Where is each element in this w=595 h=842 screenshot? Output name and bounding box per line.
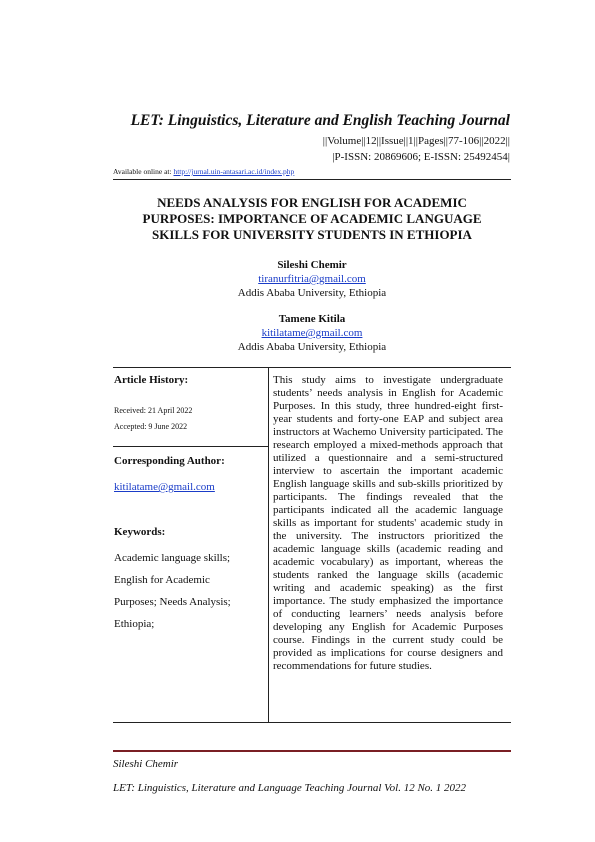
info-bottom-rule — [113, 722, 511, 723]
journal-title: LET: Linguistics, Literature and English Teaching Journal — [130, 112, 510, 129]
author-email — [113, 273, 511, 285]
title-line: NEEDS ANALYSIS FOR ENGLISH FOR ACADEMIC — [157, 195, 467, 210]
sidebar-rule — [113, 446, 268, 447]
footer-journal: LET: Linguistics, Literature and Language Teaching Journal Vol. 12 No. 1 2022 — [113, 782, 467, 794]
abstract-text: This study aims to investigate undergraduate students’ needs analysis in English for Academic Purposes. In this study, three hundred-eight first-year students and forty-one EAP and subject area instructors at Wachemo University participated. The research employed a mixed-methods approach that utilized a questionnaire and a semi-structured interview to ascertain the important academic English language skills and sub-skills prioritized by participants. The findings revealed that the participants indicated all the academic language skills as important for students' academic study in the university. The instructors prioritized the academic language skills (academic reading and academic vocabulary) as important, whereas the students ranked the language skills (academic writing and academic speaking) as the first importance. The study emphasized the importance of conducting learners’ needs analysis before developing any English for Academic Purposes course. Findings in the current study could be provided as implications for course designers and recommendations for future studies. — [273, 374, 503, 672]
author-name: Tamene Kitila — [278, 313, 346, 325]
keyword-line: Purposes; Needs Analysis; — [114, 596, 231, 608]
author-email-link[interactable]: kitilatame@gmail.com — [261, 327, 363, 339]
title-line: SKILLS FOR UNIVERSITY STUDENTS IN ETHIOPIA — [152, 227, 472, 242]
footer-author: Sileshi Chemir — [113, 758, 179, 770]
keyword-line: English for Academic — [114, 574, 210, 586]
received-date: Received: 21 April 2022 — [114, 406, 193, 415]
info-top-rule — [113, 367, 511, 368]
issue-line: ||Volume||12||Issue||1||Pages||77-106||2022|| — [322, 135, 510, 147]
header-rule — [113, 179, 511, 180]
keywords-heading: Keywords: — [114, 526, 166, 538]
author-email — [113, 327, 511, 339]
journal-url-link[interactable]: http://jurnal.uin-antasari.ac.id/index.php — [173, 167, 295, 176]
footer-rule — [113, 750, 511, 752]
author-name: Sileshi Chemir — [277, 259, 347, 271]
author-affiliation: Addis Ababa University, Ethiopia — [237, 287, 387, 299]
column-divider — [268, 368, 269, 722]
keyword-line: Academic language skills; — [114, 552, 231, 564]
corresponding-email — [114, 476, 264, 498]
title-line: PURPOSES: IMPORTANCE OF ACADEMIC LANGUAGE — [142, 211, 482, 226]
article-history-heading: Article History: — [114, 374, 189, 386]
accepted-date: Accepted: 9 June 2022 — [114, 422, 188, 431]
author-email-link[interactable]: tiranurfitria@gmail.com — [258, 273, 366, 285]
available-label: Available online at: — [113, 167, 172, 176]
keywords-list — [114, 547, 264, 635]
corresponding-author-heading: Corresponding Author: — [114, 455, 225, 467]
article-title — [113, 195, 511, 243]
available-online — [113, 167, 294, 176]
issn-line: |P-ISSN: 20869606; E-ISSN: 25492454| — [332, 151, 510, 163]
corresponding-email-link[interactable]: kitilatame@gmail.com — [114, 481, 215, 493]
author-affiliation: Addis Ababa University, Ethiopia — [237, 341, 387, 353]
keyword-line: Ethiopia; — [114, 618, 155, 630]
